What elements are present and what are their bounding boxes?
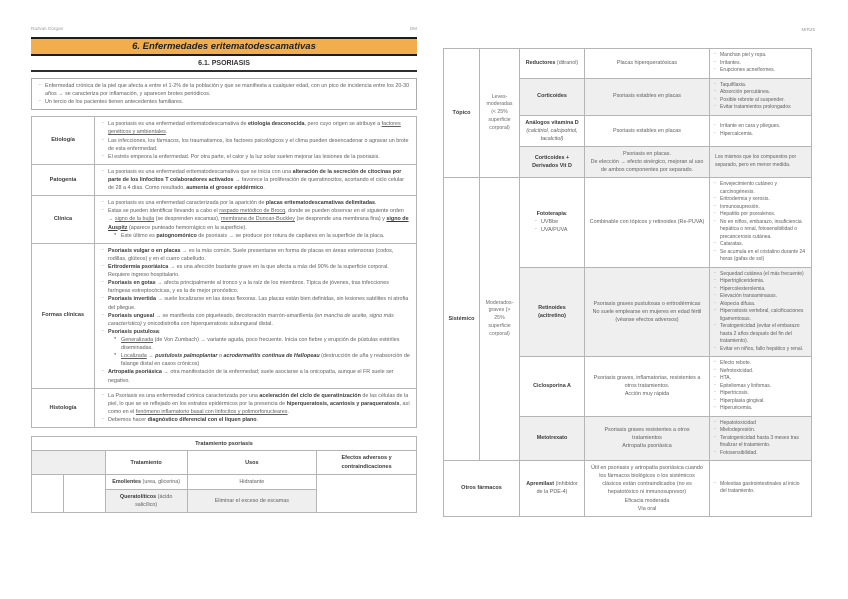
bullet: - El estrés empeora la enfermedad. Por otra parte, el calor y la luz solar suelen mejorar las lesiones de la psoriasis. xyxy=(101,153,410,161)
treatment-cell: Corticoides xyxy=(520,78,585,115)
effect-item: - Taquifilaxia. xyxy=(714,82,807,90)
bullet: - Psoriasis pustulosa: xyxy=(101,328,410,336)
info-row xyxy=(32,196,417,244)
bullet: - Artropatía psoriásica → otra manifestación de la enfermedad; suele asociarse a la onicopatía, aunque el FR suele ser negativo. xyxy=(101,368,410,384)
treatment-table-title: Tratamiento psoriasis xyxy=(32,437,417,451)
bullet: - Psoriasis ungueal → se manifiesta con piqueteado, decoloración marrón-amarillenta (en mancha de aceite, signo más característico) y onicodistrofia con hiperqueratosis subungueal distal. xyxy=(101,312,410,328)
bullet: - Psoriasis invertida → suele localizarse en las áreas flexoras. Las placas están bien definidas, sin lesiones satélites ni atrofia del pliegue. xyxy=(101,295,410,311)
treatment-row xyxy=(444,461,812,517)
row-content xyxy=(95,117,417,165)
row-content xyxy=(95,164,417,195)
row-content xyxy=(95,243,417,388)
row-label: Etiología xyxy=(32,117,95,165)
bullet: - Psoriasis vulgar o en placas → es la más común. Suele presentarse en forma de placas en áreas extensoras (codos, rodillas, glúteos) y en el cuero cabelludo. xyxy=(101,247,410,263)
effect-item: - Nefrotoxicidad. xyxy=(714,368,807,376)
effect-item: - Hipercolesterolemia. xyxy=(714,286,807,294)
effect-item: - Alopecia difusa. xyxy=(714,301,807,309)
effect-item: - Fotosensibilidad. xyxy=(714,450,807,458)
column-header: Usos xyxy=(187,451,317,475)
effects-cell: Los mismos que los compuestos por separado, pero en menor medida. xyxy=(710,146,812,177)
effect-item: - Hiperostosis vertebral, calcificaciones ligamentosas. xyxy=(714,308,807,323)
psoriasis-info-table xyxy=(31,116,417,428)
effect-item: - No en niños, embarazo, insuficiencia hepática o renal, fotosensibilidad o precancerosis cutánea. xyxy=(714,219,807,242)
info-row xyxy=(32,164,417,195)
effect-item: - Hepatitis por psoralenos. xyxy=(714,211,807,219)
bullet: - Eritrodermia psoriásica → es una afección bastante grave en la que afecta a más del 90% de la superficie corporal. Requiere ingreso hospitalario. xyxy=(101,263,410,279)
bullet: - La Psoriasis es una enfermedad crónica caracterizada por una aceleración del ciclo de queratinización de las células de la piel, lo que se ve reflejado en los estratos epidérmicos por la presencia de hiperqueratosis, acantosis y paraqueratosis, así como en el fenómeno inflamatorio basal con linfocitos y polimorfonucleares. xyxy=(101,392,410,416)
effect-item: - Se acumula en el cristalino durante 24 horas (gafas de sol) xyxy=(714,249,807,264)
bullet: ● Este último es patognomónico de psoriasis → se produce por rotura de capilares en la superficie de la placa. xyxy=(107,232,410,240)
treatment-row xyxy=(444,49,812,79)
effect-item: - Erupciones acneiformes. xyxy=(714,67,807,75)
effect-item: - Molestias gastrointestinales al inicio del tratamiento. xyxy=(714,481,807,496)
chapter-title: 6. Enfermedades eritematodescamativas xyxy=(31,37,417,56)
effect-item: - Sequedad cutánea (el más frecuente) xyxy=(714,271,807,279)
effects-cell xyxy=(710,78,812,115)
bullet: - La psoriasis es una enfermedad eritematodescamativa de etiología desconocida, pero cuyo origen se atribuye a factores genéticos y ambientales. xyxy=(101,120,410,136)
effect-item: - Absorción percutánea. xyxy=(714,89,807,97)
bullet: ● Generalizada (de Von Zumbach) → variante aguda, poco frecuente. Inicia con fiebre y erupción de pústulas estériles diseminadas. xyxy=(107,336,410,352)
treatment-cell: Queratolíticos (ácido salicílico) xyxy=(105,490,187,513)
intro-bullet: - Un tercio de los pacientes tienen antecedentes familiares. xyxy=(38,98,410,106)
treatment-cell: Ciclosporina A xyxy=(520,357,585,417)
row-label: Clínica xyxy=(32,196,95,244)
effect-item: - Hiperplasia gingival. xyxy=(714,398,807,406)
treatment-cell: Reductores (ditranol) xyxy=(520,49,585,79)
uses-cell: Psoriasis estables en placas xyxy=(585,115,710,146)
effect-item: - HTA. xyxy=(714,375,807,383)
effects-cell xyxy=(710,416,812,461)
effect-item: - Manchan piel y ropa. xyxy=(714,52,807,60)
row-content xyxy=(95,388,417,427)
intro-box xyxy=(31,78,417,110)
effects-cell xyxy=(710,115,812,146)
treatment-cell: Retinoides (acitretino) xyxy=(520,267,585,357)
page-2 xyxy=(424,0,848,599)
effect-item: - Teratogenicidad (evitar el embarazo hasta 2 años después del fin del tratamiento). xyxy=(714,323,807,346)
row-label: Histología xyxy=(32,388,95,427)
uses-cell: Útil en psoriasis y artropatía psoriásica cuando los fármacos biológicos o los sistémicos clásicos están contraindicados (no es hepatotóxico ni inmunosupresor) Eficacia moderada Vía oral xyxy=(585,461,710,517)
treatment-row xyxy=(32,474,417,489)
uses-cell: Combinable con tópicos y retinoides (Re-PUVA) xyxy=(585,178,710,268)
column-header: Tratamiento xyxy=(105,451,187,475)
uses-cell: Hidratante xyxy=(187,474,317,489)
effects-cell xyxy=(710,178,812,268)
bullet: - Las infecciones, los fármacos, los traumatismos, los factores psicológicos y el clima pueden desencadenar o agravar un brote de esta enfermedad. xyxy=(101,137,410,153)
effects-cell xyxy=(317,474,417,512)
row-content xyxy=(95,196,417,244)
effect-item: - Elevación transaminasas. xyxy=(714,293,807,301)
intro-bullet: - Enfermedad crónica de la piel que afecta a entre el 1-2% de la población y que se manifiesta a cualquier edad, con un pico de incidencia entre los 20-30 años → se caracteriza por inflamación, y aparecen brotes periódicos. xyxy=(38,82,410,98)
effect-item: - Evitar tratamientos prolongados xyxy=(714,104,807,112)
effect-item: - Envejecimiento cutáneo y carcinogénesis. xyxy=(714,181,807,196)
effect-item: - Epiteliomas y linfomas. xyxy=(714,383,807,391)
category-cell: Tópico xyxy=(444,49,480,178)
treatment-cell: Corticoides + Derivados Vit D xyxy=(520,146,585,177)
effect-item: - Irritante en cara y pliegues. xyxy=(714,123,807,131)
treatment-option: - UVBbe xyxy=(534,218,580,226)
effect-item: - Efecto rebote. xyxy=(714,360,807,368)
info-row xyxy=(32,388,417,427)
page1-header-right: DM xyxy=(409,26,417,31)
info-row xyxy=(32,117,417,165)
severity-cell: Moderados-graves (> 25% superficie corporal) xyxy=(480,178,520,461)
effects-cell xyxy=(710,267,812,357)
author-name: Razvan Gorgan xyxy=(31,26,64,31)
info-row xyxy=(32,243,417,388)
effect-item: - Irritantes. xyxy=(714,60,807,68)
treatment-option: - UVA/PUVA xyxy=(534,226,580,234)
uses-cell: Psoriasis graves pustulosas o eritrodérmicas No suele emplearse en mujeres en edad fértil (véanse efectos adversos) xyxy=(585,267,710,357)
effect-item: - Hipertricosis. xyxy=(714,390,807,398)
treatment-cell: Fototerapia: - UVBbe - UVA/PUVA xyxy=(520,178,585,268)
uses-cell: Psoriasis estables en placas xyxy=(585,78,710,115)
effect-item: - Eritrodermia y xerosis. xyxy=(714,196,807,204)
treatment-row xyxy=(444,178,812,268)
empty-severity-cell xyxy=(63,474,105,512)
uses-cell: Psoriasis graves, inflamatorias, resistentes a otros tratamientos. Acción muy rápida xyxy=(585,357,710,417)
effects-cell xyxy=(710,49,812,79)
page1-header xyxy=(31,26,417,31)
effect-item: - Teratogenicidad hasta 3 meses tras finalizar el tratamiento. xyxy=(714,435,807,450)
section-title: 6.1. PSORIASIS xyxy=(31,60,417,72)
severity-cell: Leves-moderadas (< 25% superficie corporal) xyxy=(480,49,520,178)
treatment-table-page1 xyxy=(31,436,417,513)
page2-header xyxy=(443,27,815,32)
uses-cell: Eliminar el exceso de escamas xyxy=(187,490,317,513)
category-cell: Sistémico xyxy=(444,178,480,461)
effects-cell xyxy=(710,461,812,517)
row-label: Patogenia xyxy=(32,164,95,195)
effects-cell xyxy=(710,357,812,417)
bullet: - Estas se pueden identificar llevando a cabo el raspado metódico de Brocq, donde se pueden observar en el siguiente orden → signo de la bujía (se desprenden escamas), membrana de Duncan-Buckley (se desprende una membrana fina) y signo de Auspitz (aparece punteado hemorrágico en la superficie). xyxy=(101,207,410,231)
effect-item: - Evitar en niños, fallo hepático y renal. xyxy=(714,346,807,354)
uses-cell: Placas hiperqueratósicas xyxy=(585,49,710,79)
bullet: ● Localizada → pustulosis palmoplantar o acrodermatitis continua de Hallopeau (destrucción de uña y reabsorción de falange distal en casos crónicos) xyxy=(107,352,410,368)
effect-item: - Hipertrigliceridemia. xyxy=(714,278,807,286)
effect-item: - Cataratas. xyxy=(714,241,807,249)
effect-item: - Hipercalcemia. xyxy=(714,131,807,139)
column-header: Efectos adversos y contraindicaciones xyxy=(317,451,417,475)
bullet: - La psoriasis es una enfermedad caracterizada por la aparición de placas eritematodescamativas delimitadas. xyxy=(101,199,410,207)
page2-header-right: MIR25 xyxy=(801,27,815,32)
effect-item: - Posible rebrote al suspender. xyxy=(714,97,807,105)
treatment-title-row xyxy=(32,437,417,451)
uses-cell: Psoriasis graves resistentes a otros tratamientos Artropatía psoriásica xyxy=(585,416,710,461)
treatment-cell: Emolientes (urea, glicerina) xyxy=(105,474,187,489)
effect-item: - Hiperuricemia. xyxy=(714,405,807,413)
treatment-cell: Análogos vitamina D (calcitriol, calcipotriol, tacalcitol) xyxy=(520,115,585,146)
treatment-cell: Metotrexato xyxy=(520,416,585,461)
empty-cell xyxy=(32,451,106,475)
bullet: - Psoriasis en gotas → afecta principalmente al tronco y a la raíz de los miembros. Típica de jóvenes, tras infecciones faríngeas estreptocócicas, y es la de mejor pronóstico. xyxy=(101,279,410,295)
effect-item: - Hepatotoxicidad xyxy=(714,420,807,428)
uses-cell: Psoriasis en placas. De elección → efecto sinérgico, mejoran al uso de ambos componentes por separado. xyxy=(585,146,710,177)
empty-category-cell xyxy=(32,474,64,512)
treatment-header-row xyxy=(32,451,417,475)
bullet: - Debemos hacer diagnóstico diferencial con el liquen plano. xyxy=(101,416,410,424)
effect-item: - Mielodepresión. xyxy=(714,427,807,435)
bullet: - La psoriasis es una enfermedad eritematodescamativa que se inicia con una alteración de la secreción de citocinas por parte de los linfocitos T colaboradores activados → favorece la proliferación de queratinocitos, acortando el ciclo celular de 28 a 4 días. Como resultado, aumenta el grosor epidérmico. xyxy=(101,168,410,192)
category-cell: Otros fármacos xyxy=(444,461,520,517)
row-label: Formas clínicas xyxy=(32,243,95,388)
effect-item: - Inmunosupresión. xyxy=(714,204,807,212)
treatment-table-page2 xyxy=(443,48,812,517)
treatment-cell: Apremilast (inhibidor de la PDE-4) xyxy=(520,461,585,517)
